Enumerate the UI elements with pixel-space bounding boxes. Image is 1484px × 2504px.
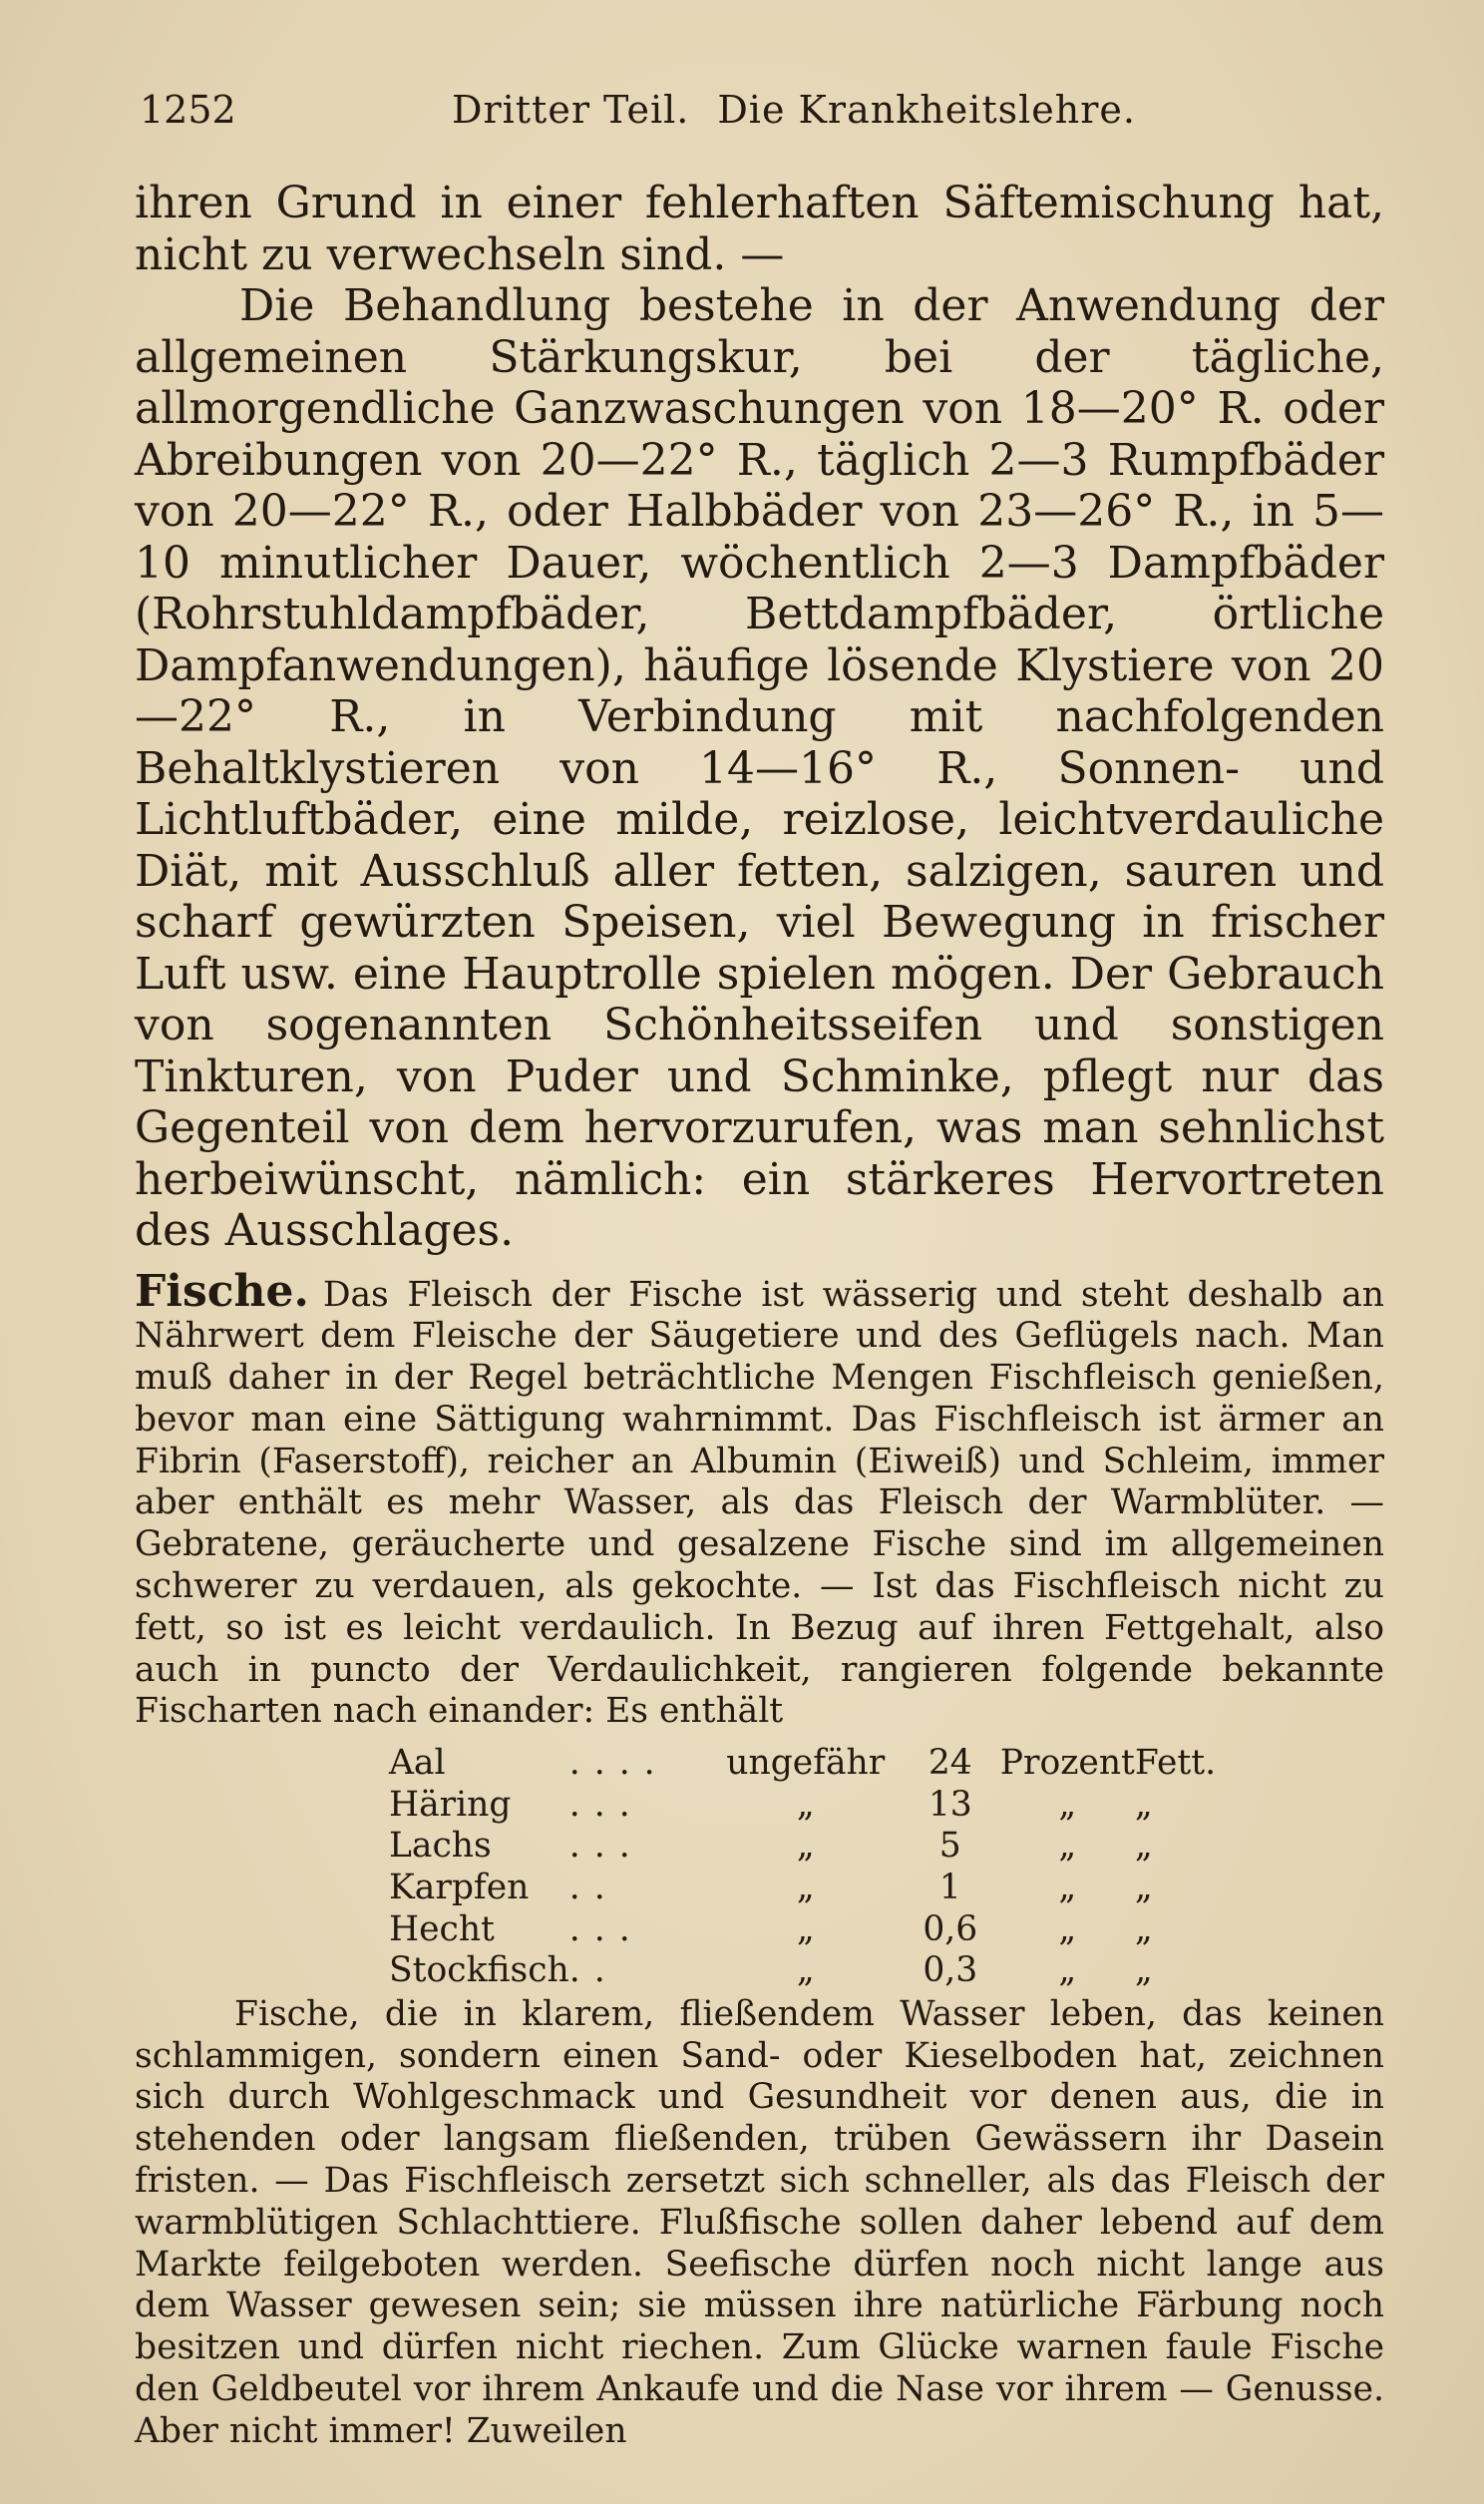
unit-label: „ bbox=[1058, 1868, 1077, 1908]
fische-outro-paragraph: Fische, die in klarem, fließendem Wasser leben, das keinen schlammigen, sondern einen Sand- oder Kieselboden hat, zeichnen sich durch Wohlgeschmack und Gesundheit vor denen aus, die in stehenden oder langsam fließenden, trüben Gewässern ihr Dasein fristen. — Das Fischfleisch zersetzt sich schneller, als das Fleisch der warmblütigen Schlachttiere. Flußfische sollen daher lebend auf dem Markte feilgeboten werden. Seefische dürfen noch nicht lange aus dem Wasser gewesen sein; sie müssen ihre natürliche Färbung noch besitzen und dürfen nicht riechen. Zum Glücke warnen faule Fische den Geldbeutel vor ihrem Ankaufe und die Nase vor ihrem — Genusse. Aber nicht immer! Zuweilen bbox=[135, 1993, 1384, 2451]
unit-label: „ bbox=[1058, 1950, 1077, 1991]
running-head-part: Dritter Teil. bbox=[452, 88, 690, 132]
fat-label: „ bbox=[1134, 1908, 1153, 1949]
unit-label: Prozent bbox=[999, 1743, 1135, 1784]
table-row bbox=[389, 1826, 1225, 1868]
table-row bbox=[389, 1743, 1225, 1785]
table-row bbox=[389, 1909, 1225, 1951]
approx-label: „ bbox=[796, 1784, 815, 1825]
fat-value: 5 bbox=[938, 1826, 961, 1867]
page-header bbox=[135, 80, 1384, 140]
fat-value: 1 bbox=[938, 1868, 961, 1908]
leader-dots: ... bbox=[568, 1826, 644, 1867]
approx-label: „ bbox=[796, 1826, 815, 1867]
table-row bbox=[389, 1785, 1225, 1827]
table-row bbox=[389, 1868, 1225, 1909]
leader-dots: .. bbox=[568, 1868, 619, 1908]
fish-name: Aal bbox=[389, 1743, 446, 1784]
fish-name: Hecht bbox=[389, 1908, 495, 1949]
fat-label: „ bbox=[1134, 1868, 1153, 1908]
approx-label: „ bbox=[796, 1950, 815, 1991]
page-number: 1252 bbox=[140, 88, 236, 132]
leader-dots: .. bbox=[568, 1950, 619, 1991]
fat-label: „ bbox=[1134, 1950, 1153, 1991]
fische-intro-paragraph bbox=[135, 1265, 1384, 1734]
table-row bbox=[389, 1950, 1225, 1992]
paragraph-treatment: Die Behandlung bestehe in der Anwendung der allgemeinen Stärkungskur, bei der tägliche, allmorgendliche Ganzwaschungen von 18—20° R. oder Abreibungen von 20—22° R., täglich 2—3 Rumpfbäder von 20—22° R., oder Halbbäder von 23—26° R., in 5—10 minutlicher Dauer, wöchentlich 2—3 Dampfbäder (Rohrstuhldampfbäder, Bettdampfbäder, örtliche Dampfanwendungen), häufige lösende Klystiere von 20—22° R., in Verbindung mit nachfolgenden Behaltklystieren von 14—16° R., Sonnen- und Lichtluftbäder, eine milde, reizlose, leichtverdauliche Diät, mit Ausschluß aller fetten, salzigen, sauren und scharf gewürzten Speisen, viel Bewegung in frischer Luft usw. eine Hauptrolle spielen mögen. Der Gebrauch von sogenannten Schönheitsseifen und sonstigen Tinkturen, von Puder und Schminke, pflegt nur das Gegenteil von dem hervorzurufen, was man sehnlichst herbeiwünscht, nämlich: ein stärkeres Hervortreten des Ausschlages. bbox=[135, 280, 1384, 1256]
fat-value: 24 bbox=[928, 1743, 972, 1784]
leader-dots: .... bbox=[568, 1743, 669, 1784]
unit-label: „ bbox=[1058, 1826, 1077, 1867]
fish-name: Stockfisch bbox=[389, 1950, 569, 1991]
fish-name: Lachs bbox=[389, 1826, 492, 1867]
unit-label: „ bbox=[1058, 1784, 1077, 1825]
approx-label: ungefähr bbox=[726, 1743, 886, 1784]
fat-content-table bbox=[389, 1743, 1225, 1992]
approx-label: „ bbox=[796, 1908, 815, 1949]
running-head-title: Die Krankheitslehre. bbox=[717, 88, 1136, 132]
fish-name: Häring bbox=[389, 1784, 512, 1825]
entry-fische bbox=[135, 1265, 1384, 2453]
fat-label: „ bbox=[1134, 1826, 1153, 1867]
fat-label: Fett. bbox=[1134, 1743, 1217, 1784]
fat-value: 13 bbox=[928, 1784, 972, 1825]
entry-lemma: Fische. bbox=[135, 1265, 309, 1317]
leader-dots: ... bbox=[568, 1784, 644, 1825]
fat-label: „ bbox=[1134, 1784, 1153, 1825]
fat-value: 0,3 bbox=[923, 1950, 978, 1991]
leader-dots: ... bbox=[568, 1908, 644, 1949]
unit-label: „ bbox=[1058, 1908, 1077, 1949]
fat-value: 0,6 bbox=[923, 1908, 978, 1949]
main-text bbox=[135, 178, 1384, 1257]
running-head bbox=[452, 80, 1136, 140]
paragraph-continuation: ihren Grund in einer fehlerhaften Säftemischung hat, nicht zu verwechseln sind. — bbox=[135, 178, 1384, 280]
fische-intro-text: Das Fleisch der Fische ist wässerig und steht deshalb an Nährwert dem Fleische der Säugetiere und des Geflügels nach. Man muß daher in der Regel beträchtliche Mengen Fischfleisch genießen, bevor man eine Sättigung wahrnimmt. Das Fischfleisch ist ärmer an Fibrin (Faserstoff), reicher an Albumin (Eiweiß) und Schleim, immer aber enthält es mehr Wasser, als das Fleisch der Warmblüter. — Gebratene, geräucherte und gesalzene Fische sind im allgemeinen schwerer zu verdauen, als gekochte. — Ist das Fischfleisch nicht zu fett, so ist es leicht verdaulich. In Bezug auf ihren Fettgehalt, also auch in puncto der Verdaulichkeit, rangieren folgende bekannte Fischarten nach einander: Es enthält bbox=[135, 1274, 1384, 1732]
approx-label: „ bbox=[796, 1868, 815, 1908]
fish-name: Karpfen bbox=[389, 1868, 530, 1908]
